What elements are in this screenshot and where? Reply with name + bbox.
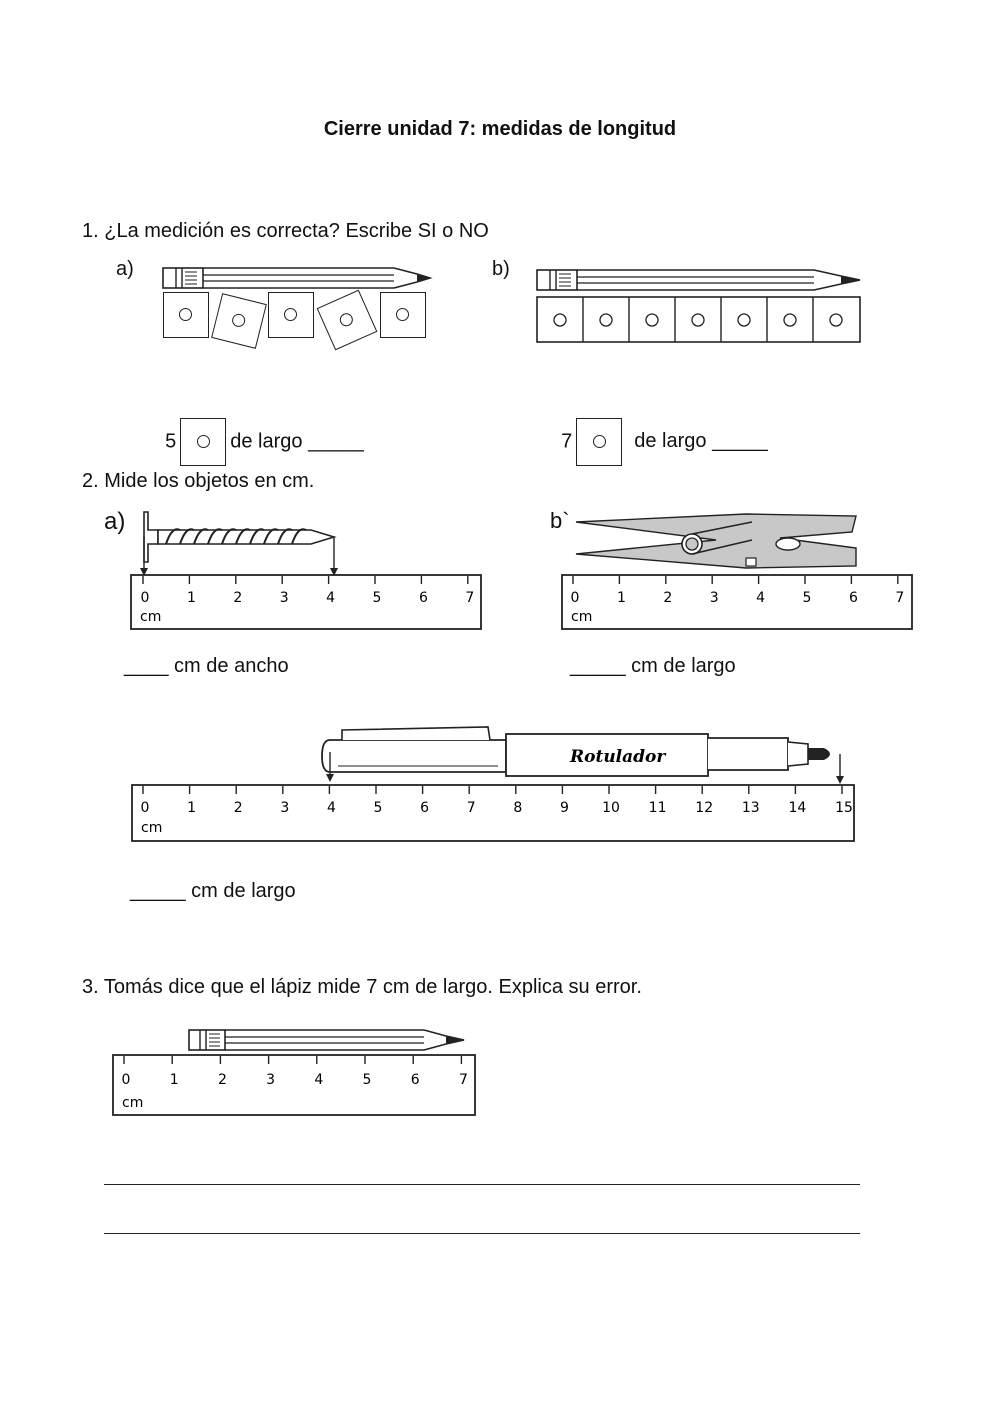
ruler-number: 2 [217,1072,227,1088]
ruler-number: 0 [140,590,150,606]
ruler [130,574,484,632]
q2-a-label: a) [104,508,126,535]
ruler-number: 2 [663,590,673,606]
ruler-number: 3 [709,590,719,606]
ruler-number: 5 [373,800,383,816]
screw-icon [136,508,346,578]
page-title: Cierre unidad 7: medidas de longitud [323,118,677,140]
unit-square [163,292,209,338]
q1-b-label: b) [492,258,510,280]
ruler-number: 1 [616,590,626,606]
ruler-unit: cm [571,609,593,625]
ruler-number: 7 [465,590,475,606]
clothespin-icon [566,510,862,574]
ruler-number: 7 [895,590,905,606]
q2-a-answer[interactable]: ____ cm de ancho [124,655,289,677]
ruler-number: 0 [140,800,150,816]
ruler-number: 4 [756,590,766,606]
ruler-number: 13 [741,800,760,816]
q2-b-answer[interactable]: _____ cm de largo [570,655,736,677]
ruler-number: 7 [458,1072,468,1088]
ruler-number: 9 [559,800,569,816]
ruler-number: 5 [802,590,812,606]
pencil-icon [162,264,434,292]
ruler [112,1054,478,1118]
ruler-number: 4 [314,1072,324,1088]
ruler-number: 1 [187,800,197,816]
q2-c-answer[interactable]: _____ cm de largo [130,880,296,902]
ruler-number: 14 [788,800,807,816]
pencil-icon [188,1026,468,1054]
ruler-number: 1 [186,590,196,606]
ruler-number: 6 [418,590,428,606]
ruler-unit: cm [141,820,163,836]
ruler-number: 5 [372,590,382,606]
ruler-number: 3 [266,1072,276,1088]
ruler-number: 12 [695,800,714,816]
ruler-number: 10 [602,800,620,816]
ruler-number: 0 [570,590,580,606]
ruler [131,784,857,844]
ruler-number: 8 [513,800,523,816]
unit-square [268,292,314,338]
ruler-number: 15 [835,800,853,816]
unit-row [536,296,862,344]
unit-square-icon [180,418,226,466]
unit-square [317,290,378,351]
ruler-number: 11 [648,800,667,816]
ruler-number: 6 [420,800,430,816]
ruler-number: 4 [326,800,336,816]
unit-square [380,292,426,338]
marker-label: Rotulador [570,747,666,767]
ruler-number: 6 [848,590,858,606]
question-3-prompt: 3. Tomás dice que el lápiz mide 7 cm de largo. Explica su error. [82,976,642,998]
ruler-number: 2 [233,800,243,816]
ruler-number: 3 [280,800,290,816]
question-1-prompt: 1. ¿La medición es correcta? Escribe SI o NO [82,220,489,242]
ruler-unit: cm [140,609,162,625]
ruler-number: 2 [233,590,243,606]
ruler-number: 1 [169,1072,179,1088]
ruler-number: 6 [410,1072,420,1088]
answer-line[interactable] [104,1184,860,1185]
ruler-number: 5 [362,1072,372,1088]
ruler-number: 3 [279,590,289,606]
q2-b-label: b` [550,508,570,533]
pencil-icon [536,266,866,294]
ruler-number: 7 [466,800,476,816]
q1-a-count: 5 [165,430,177,453]
answer-line[interactable] [104,1233,860,1234]
q1-b-answer[interactable] [550,372,768,466]
unit-square [211,293,267,349]
q1-a-answer[interactable] [154,372,364,466]
unit-square-icon [576,418,622,466]
ruler-unit: cm [122,1095,144,1111]
q1-b-suffix: de largo _____ [634,430,768,453]
q1-a-label: a) [116,258,134,280]
ruler-number: 4 [326,590,336,606]
q1-b-count: 7 [561,430,573,453]
ruler-number: 0 [121,1072,131,1088]
ruler [561,574,915,632]
marker-icon [318,722,858,788]
question-2-prompt: 2. Mide los objetos en cm. [82,470,315,492]
q1-a-suffix: de largo _____ [230,430,364,453]
